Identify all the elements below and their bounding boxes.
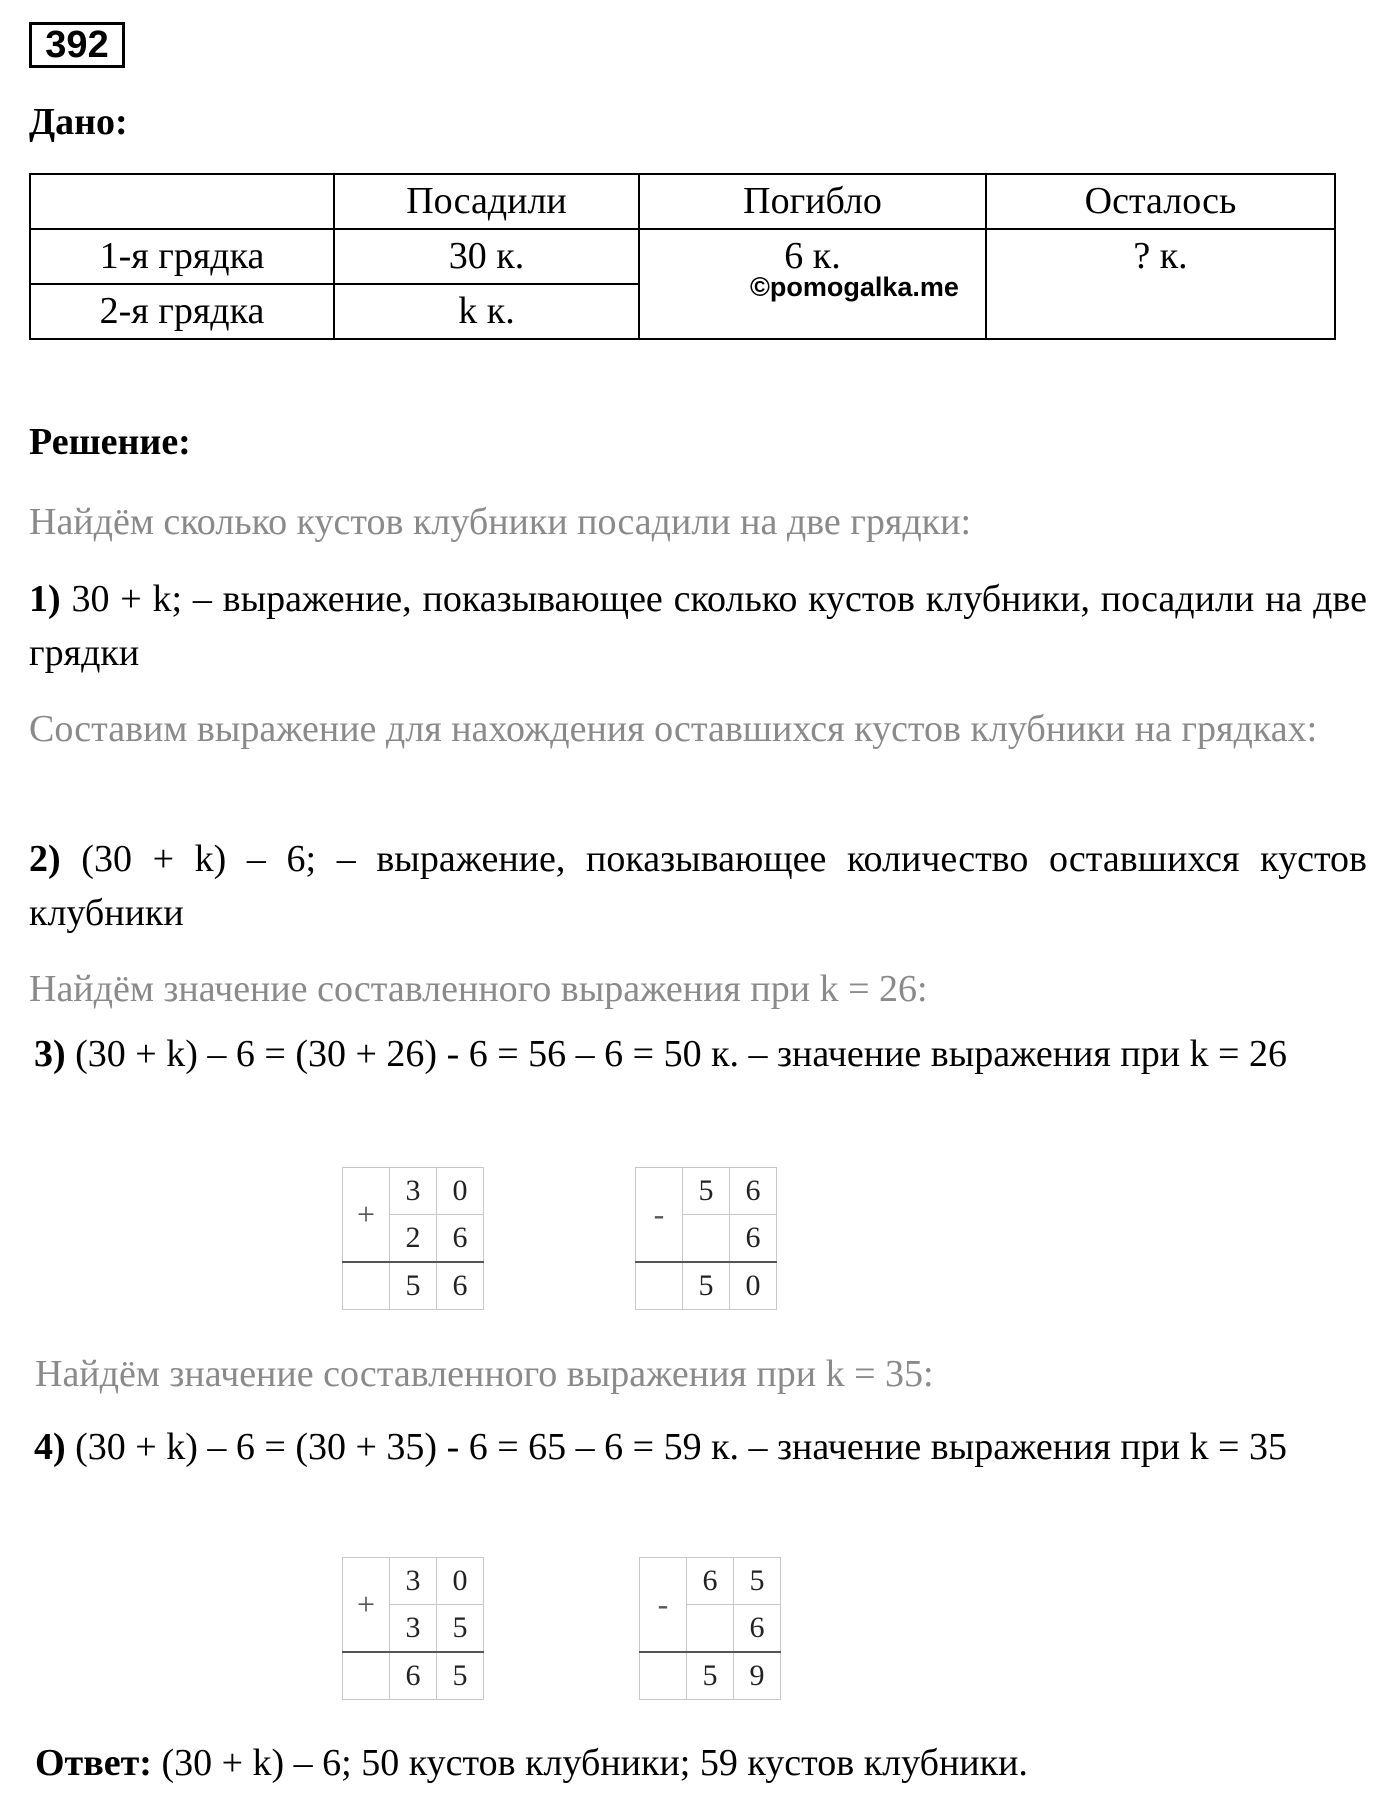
- answer: [35, 1736, 1028, 1790]
- digit: 6: [730, 1168, 777, 1215]
- digit: 5: [437, 1652, 484, 1700]
- digit: 3: [390, 1558, 437, 1605]
- hint-1: Найдём сколько кустов клубники посадили на две грядки:: [29, 501, 972, 543]
- empty-cell: [343, 1262, 390, 1310]
- planted-value: 30 к.: [334, 229, 639, 284]
- operator-sign: +: [343, 1168, 390, 1263]
- step-2: [29, 832, 1367, 940]
- digit: 0: [437, 1168, 484, 1215]
- hint-3: Найдём значение составленного выражения при k = 26:: [29, 968, 928, 1010]
- row-label: 2-я грядка: [30, 284, 334, 339]
- step-number: 1): [29, 578, 61, 620]
- step-text: (30 + k) – 6 = (30 + 35) - 6 = 65 – 6 = 59 к. – значение выражения при k = 35: [65, 1426, 1287, 1468]
- step-number: 2): [29, 838, 61, 880]
- operator-sign: +: [343, 1558, 390, 1653]
- empty-cell: [636, 1262, 683, 1310]
- step-4: [34, 1420, 1374, 1474]
- column-addition: [342, 1557, 484, 1700]
- step-3: [34, 1027, 1374, 1081]
- planted-value: k к.: [334, 284, 639, 339]
- digit: [683, 1215, 730, 1263]
- column-addition: [342, 1167, 484, 1310]
- table-header-remaining: Осталось: [986, 174, 1335, 229]
- empty-cell: [343, 1652, 390, 1700]
- hint-2: Составим выражение для нахождения оставшихся кустов клубники на грядках:: [29, 708, 1318, 750]
- digit: 2: [390, 1215, 437, 1263]
- step-text: (30 + k) – 6; – выражение, показывающее количество оставшихся кустов клубники: [29, 838, 1367, 934]
- died-cell: [639, 229, 986, 339]
- step-number: 4): [34, 1426, 66, 1468]
- digit: 6: [730, 1215, 777, 1263]
- column-subtraction: [635, 1167, 777, 1310]
- step-1: [29, 572, 1367, 680]
- digit: 6: [437, 1262, 484, 1310]
- step-text: 30 + k; – выражение, показывающее сколько кустов клубники, посадили на две грядки: [29, 578, 1367, 674]
- remaining-value: ? к.: [986, 229, 1335, 339]
- step-text: (30 + k) – 6 = (30 + 26) - 6 = 56 – 6 = 50 к. – значение выражения при k = 26: [65, 1033, 1287, 1075]
- digit: 5: [734, 1558, 781, 1605]
- table-header-died: Погибло: [639, 174, 986, 229]
- step-number: 3): [34, 1033, 66, 1075]
- digit: 5: [683, 1168, 730, 1215]
- digit: 6: [390, 1652, 437, 1700]
- operator-sign: -: [636, 1168, 683, 1263]
- digit: 5: [390, 1262, 437, 1310]
- answer-label: Ответ:: [35, 1742, 152, 1784]
- table-header-empty: [30, 174, 334, 229]
- given-heading: Дано:: [29, 101, 128, 143]
- digit: 9: [734, 1652, 781, 1700]
- empty-cell: [640, 1652, 687, 1700]
- digit: 6: [734, 1605, 781, 1653]
- table-header-planted: Посадили: [334, 174, 639, 229]
- digit: 3: [390, 1168, 437, 1215]
- table-header-row: [30, 174, 1335, 229]
- digit: 0: [730, 1262, 777, 1310]
- died-value: 6 к.: [784, 235, 841, 277]
- row-label: 1-я грядка: [30, 229, 334, 284]
- digit: 6: [437, 1215, 484, 1263]
- digit: 5: [687, 1652, 734, 1700]
- column-subtraction: [639, 1557, 781, 1700]
- digit: 3: [390, 1605, 437, 1653]
- watermark: ©pomogalka.me: [750, 272, 959, 302]
- digit: 5: [437, 1605, 484, 1653]
- given-table: [29, 173, 1336, 340]
- digit: 6: [687, 1558, 734, 1605]
- solution-heading: Решение:: [29, 421, 191, 463]
- digit: [687, 1605, 734, 1653]
- problem-number: 392: [29, 22, 125, 68]
- operator-sign: -: [640, 1558, 687, 1653]
- digit: 0: [437, 1558, 484, 1605]
- hint-4: Найдём значение составленного выражения при k = 35:: [35, 1353, 934, 1395]
- table-row: [30, 229, 1335, 284]
- answer-text: (30 + k) – 6; 50 кустов клубники; 59 кустов клубники.: [151, 1742, 1028, 1784]
- digit: 5: [683, 1262, 730, 1310]
